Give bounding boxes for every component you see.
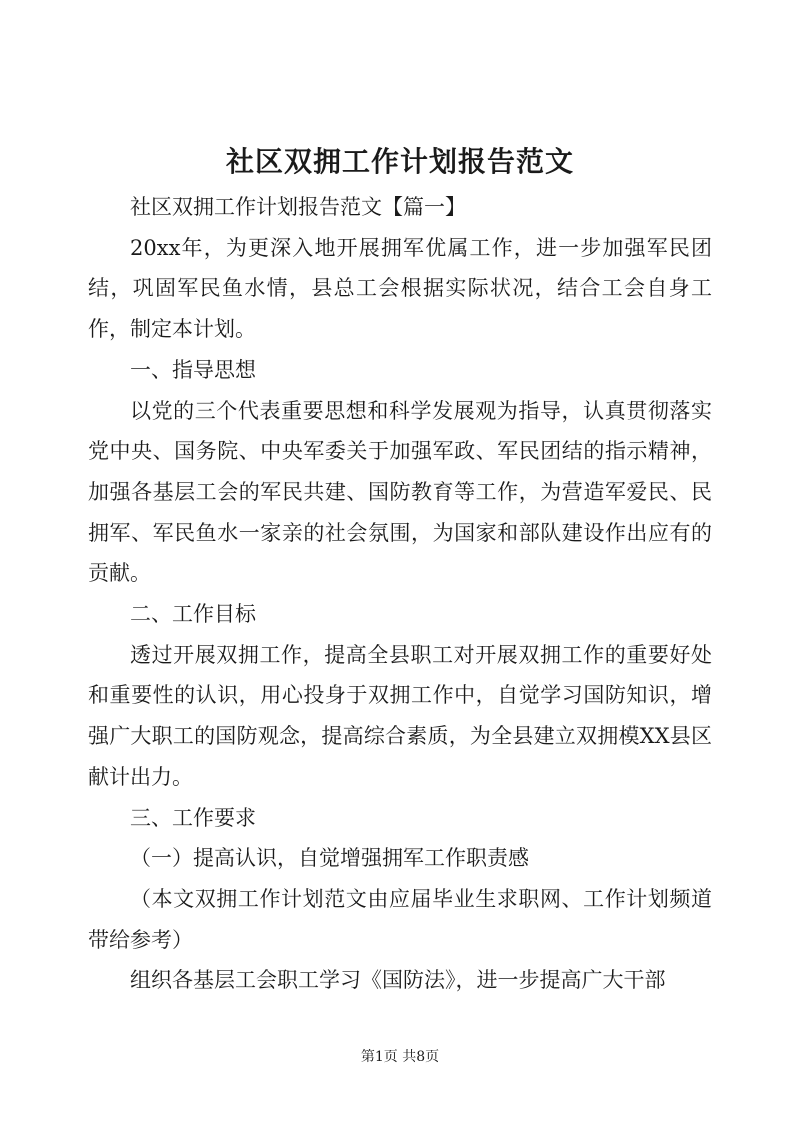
body-paragraph-organize-study: 组织各基层工会职工学习《国防法》，进一步提高广大干部	[130, 968, 666, 993]
document-body	[88, 187, 712, 1001]
section-heading-work-requirements: 三、工作要求	[130, 805, 256, 830]
section-heading-work-goals: 二、工作目标	[130, 602, 256, 627]
subsection-heading-raise-awareness: （一）提高认识，自觉增强拥军工作职责感	[130, 846, 529, 871]
body-paragraph-guiding-ideology: 以党的三个代表重要思想和科学发展观为指导，认真贯彻落实党中央、国务院、中央军委关于加强军政、军民团结的指示精神，加强各基层工会的军民共建、国防教育等工作，为营造军爱民、民拥军、军民鱼水一家亲的社会氛围，为国家和部队建设作出应有的贡献。	[88, 398, 712, 586]
body-paragraph-work-goals: 透过开展双拥工作，提高全县职工对开展双拥工作的重要好处和重要性的认识，用心投身于双拥工作中，自觉学习国防知识，增强广大职工的国防观念，提高综合素质，为全县建立双拥模XX县区献计出力。	[88, 642, 712, 789]
section-heading-part-one: 社区双拥工作计划报告范文【篇一】	[130, 195, 466, 219]
body-paragraph-intro: 20xx年，为更深入地开展拥军优属工作，进一步加强军民团结，巩固军民鱼水情，县总工会根据实际状况，结合工会自身工作，制定本计划。	[88, 235, 712, 342]
document-title: 社区双拥工作计划报告范文	[225, 145, 574, 178]
section-heading-guiding-ideology: 一、指导思想	[130, 357, 256, 382]
page-footer: 第1页 共8页	[360, 1049, 440, 1065]
body-paragraph-source-note: （本文双拥工作计划范文由应届毕业生求职网、工作计划频道带给参考）	[88, 886, 712, 952]
